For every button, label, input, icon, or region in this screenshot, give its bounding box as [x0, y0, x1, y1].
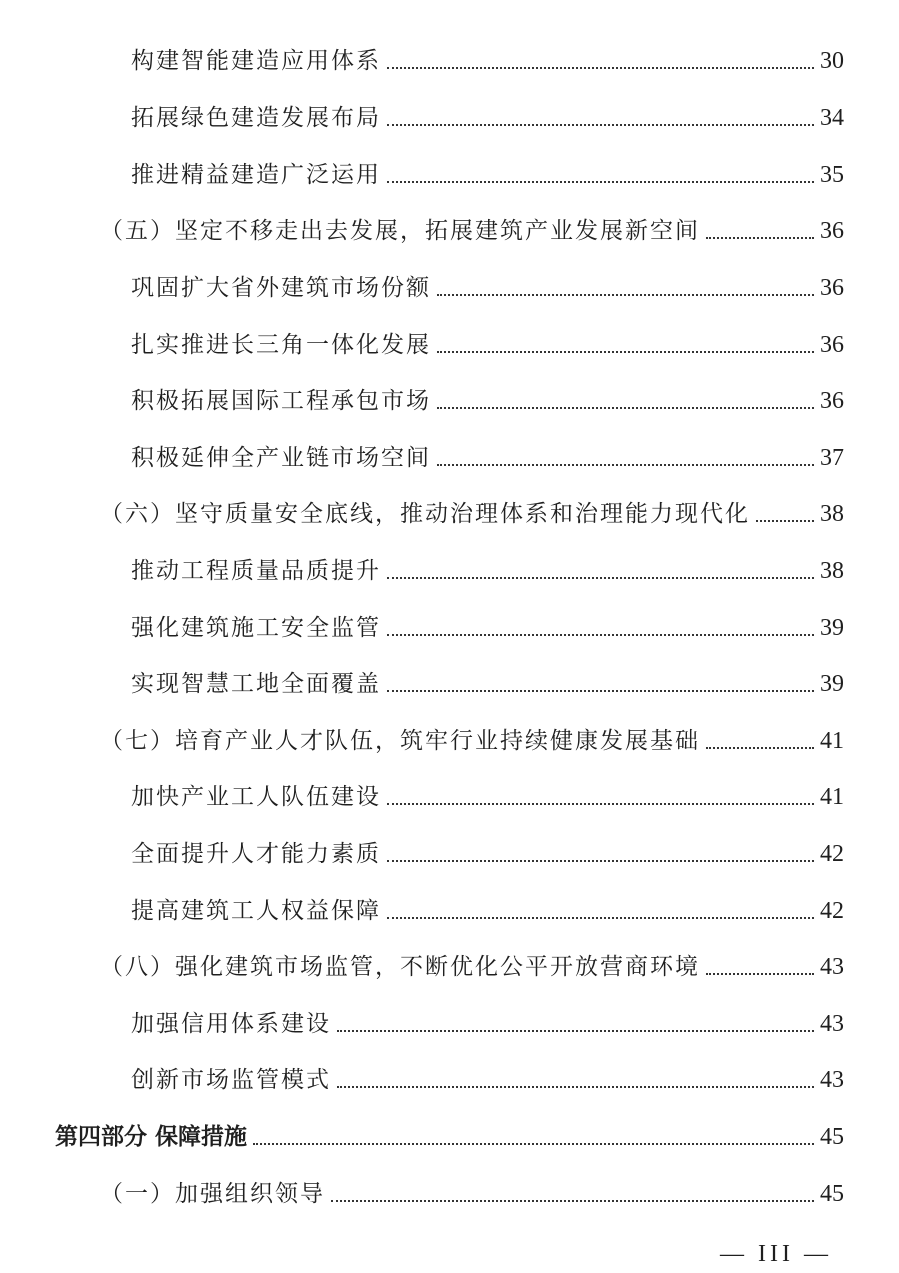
dot-leader — [387, 180, 814, 183]
toc-entry-label: 实现智慧工地全面覆盖 — [131, 671, 381, 697]
page-number: — III — — [720, 1241, 832, 1267]
toc-entry[interactable] — [131, 773, 844, 813]
toc-entry-label: （一）加强组织领导 — [100, 1181, 325, 1207]
toc-entry-label: 加快产业工人队伍建设 — [131, 784, 381, 810]
toc-section-entry[interactable] — [100, 1170, 844, 1210]
toc-entry[interactable] — [131, 604, 844, 644]
dot-leader — [706, 236, 814, 239]
dot-leader — [337, 1029, 814, 1032]
dot-leader — [387, 916, 814, 919]
toc-entry[interactable] — [131, 151, 844, 191]
toc-section-entry[interactable] — [100, 717, 844, 757]
toc-entry-label: （六）坚守质量安全底线，推动治理体系和治理能力现代化 — [100, 501, 750, 527]
toc-entry-page: 37 — [820, 445, 844, 471]
toc-entry-page: 42 — [820, 898, 844, 924]
toc-entry[interactable] — [131, 434, 844, 474]
toc-entry-page: 36 — [820, 332, 844, 358]
toc-entry-label: 拓展绿色建造发展布局 — [131, 105, 381, 131]
dot-leader — [706, 972, 814, 975]
toc-entry-label: （五）坚定不移走出去发展，拓展建筑产业发展新空间 — [100, 218, 700, 244]
toc-entry-label: 第四部分 保障措施 — [55, 1124, 248, 1150]
toc-entry-label: 提高建筑工人权益保障 — [131, 898, 381, 924]
toc-entry[interactable] — [131, 94, 844, 134]
toc-entry-label: 强化建筑施工安全监管 — [131, 615, 381, 641]
toc-entry-page: 36 — [820, 275, 844, 301]
toc-entry-label: 加强信用体系建设 — [131, 1011, 331, 1037]
toc-entry-label: 巩固扩大省外建筑市场份额 — [131, 275, 431, 301]
dot-leader — [331, 1199, 814, 1202]
toc-entry-label: （八）强化建筑市场监管，不断优化公平开放营商环境 — [100, 954, 700, 980]
toc-entry-label: 推进精益建造广泛运用 — [131, 162, 381, 188]
toc-entry-label: （七）培育产业人才队伍，筑牢行业持续健康发展基础 — [100, 728, 700, 754]
toc-entry[interactable] — [131, 1056, 844, 1096]
toc-entry-label: 推动工程质量品质提升 — [131, 558, 381, 584]
toc-entry-page: 42 — [820, 841, 844, 867]
toc-section-entry[interactable] — [100, 490, 844, 530]
toc-entry-label: 构建智能建造应用体系 — [131, 48, 381, 74]
dot-leader — [437, 293, 814, 296]
toc-entry-page: 38 — [820, 501, 844, 527]
dot-leader — [387, 689, 814, 692]
toc-entry-page: 39 — [820, 615, 844, 641]
toc-entry-page: 41 — [820, 728, 844, 754]
toc-entry[interactable] — [131, 377, 844, 417]
dot-leader — [756, 519, 814, 522]
dot-leader — [387, 576, 814, 579]
toc-entry[interactable] — [131, 547, 844, 587]
toc-entry-page: 36 — [820, 388, 844, 414]
toc-part-entry[interactable] — [55, 1113, 844, 1153]
dot-leader — [387, 123, 814, 126]
toc-entry-page: 41 — [820, 784, 844, 810]
toc-entry-page: 39 — [820, 671, 844, 697]
toc-entry[interactable] — [131, 887, 844, 927]
dot-leader — [437, 350, 814, 353]
dot-leader — [337, 1085, 814, 1088]
toc-entry-page: 38 — [820, 558, 844, 584]
toc-entry[interactable] — [131, 660, 844, 700]
toc-entry-page: 45 — [820, 1124, 844, 1150]
toc-entry[interactable] — [131, 264, 844, 304]
toc-entry-page: 43 — [820, 1011, 844, 1037]
toc-entry-label: 积极延伸全产业链市场空间 — [131, 445, 431, 471]
dot-leader — [437, 406, 814, 409]
dot-leader — [706, 746, 814, 749]
toc-entry-label: 扎实推进长三角一体化发展 — [131, 332, 431, 358]
dot-leader — [437, 463, 814, 466]
toc-entry-page: 45 — [820, 1181, 844, 1207]
toc-entry-label: 全面提升人才能力素质 — [131, 841, 381, 867]
toc-entry-page: 43 — [820, 954, 844, 980]
toc-section-entry[interactable] — [100, 943, 844, 983]
dot-leader — [387, 859, 814, 862]
toc-entry[interactable] — [131, 830, 844, 870]
toc-entry[interactable] — [131, 321, 844, 361]
toc-entry-page: 35 — [820, 162, 844, 188]
dot-leader — [387, 633, 814, 636]
toc-section-entry[interactable] — [100, 207, 844, 247]
dot-leader — [387, 66, 814, 69]
dot-leader — [387, 802, 814, 805]
toc-entry-label: 创新市场监管模式 — [131, 1067, 331, 1093]
dot-leader — [253, 1142, 814, 1145]
toc-entry[interactable] — [131, 37, 844, 77]
toc-entry[interactable] — [131, 1000, 844, 1040]
toc-entry-page: 34 — [820, 105, 844, 131]
toc-entry-label: 积极拓展国际工程承包市场 — [131, 388, 431, 414]
toc-entry-page: 43 — [820, 1067, 844, 1093]
toc-entry-page: 30 — [820, 48, 844, 74]
toc-entry-page: 36 — [820, 218, 844, 244]
